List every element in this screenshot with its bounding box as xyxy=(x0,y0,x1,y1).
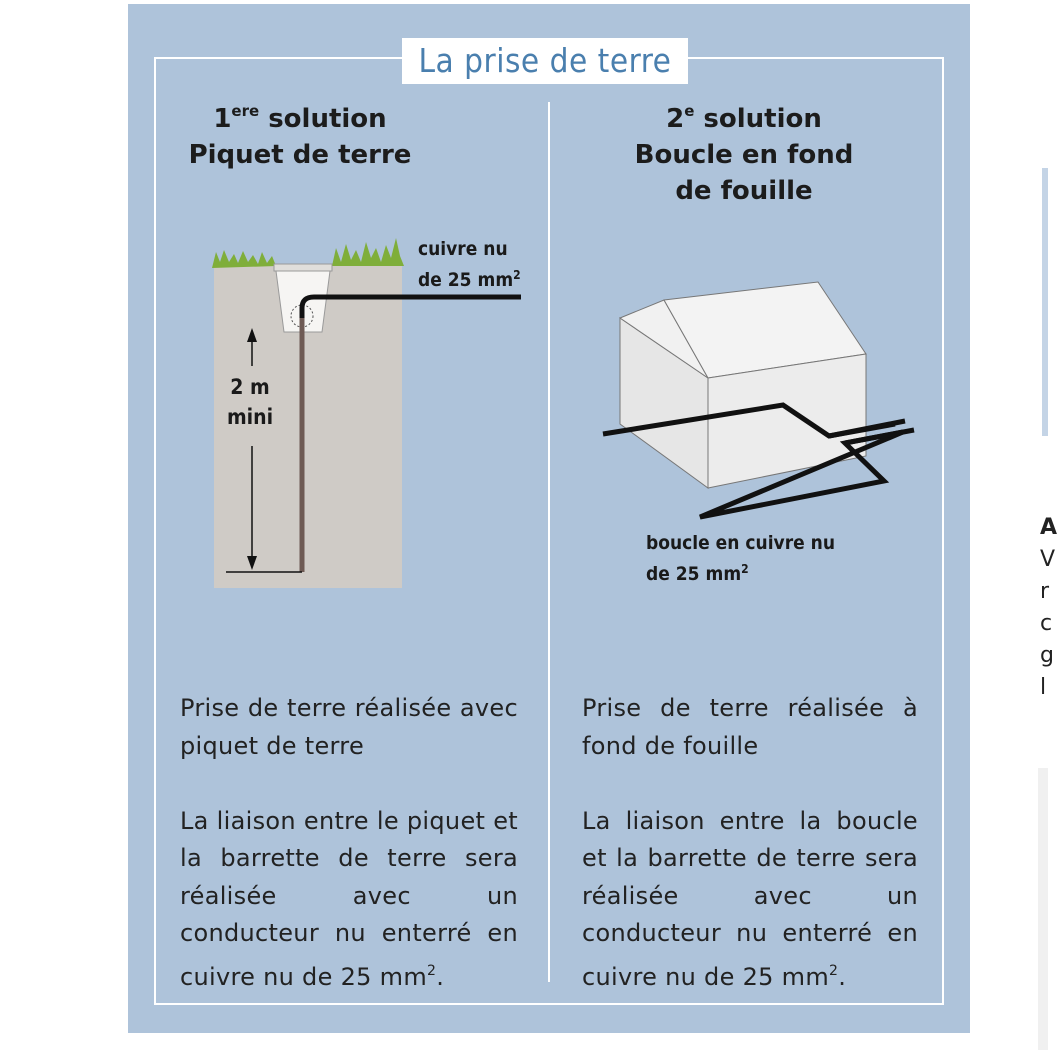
solution2-paragraph1: Prise de terre réalisée à fond de fouille xyxy=(582,694,918,760)
fragment-line: l xyxy=(1040,675,1047,700)
adjacent-panel-edge xyxy=(1042,168,1048,436)
cable-label-line1: cuivre nu xyxy=(418,238,508,260)
loop-label-line1: boucle en cuivre nu xyxy=(646,532,836,554)
fragment-line: r xyxy=(1040,579,1050,604)
solution2-paragraph2: La liaison entre la boucle et la barrette de terre sera réalisée avec un conducteur nu enterré en cuivre nu de 25 $mm^2$. xyxy=(582,806,918,991)
solution1-number: 1ere solution xyxy=(213,102,387,134)
page-title: La prise de terre xyxy=(402,38,688,84)
solution2-subtitle-line1: Boucle en fond xyxy=(634,140,854,170)
solution1-paragraph1: Prise de terre réalisée avec piquet de terre xyxy=(180,694,518,760)
solution1-paragraph2: La liaison entre le piquet et la barrette de terre sera réalisée avec un conducteur nu enterré en cuivre nu de 25 $mm^2$. xyxy=(180,806,518,991)
adjacent-text-fragment xyxy=(1040,512,1057,704)
fragment-line: A xyxy=(1040,515,1057,540)
solution2-subtitle-line2: de fouille xyxy=(675,176,813,206)
house-front-wall xyxy=(708,354,866,488)
adjacent-card-edge xyxy=(1038,768,1048,1050)
fragment-line: V xyxy=(1040,547,1056,572)
depth-label-line2: mini xyxy=(226,405,274,429)
loop-label-line2: de 25 $mm^2$ xyxy=(646,562,749,585)
fragment-line: c xyxy=(1040,611,1053,636)
loop-label xyxy=(646,530,835,587)
solution2-number: 2e solution xyxy=(666,102,822,134)
depth-label-line1: 2 m xyxy=(230,375,270,399)
solution1-subtitle: Piquet de terre xyxy=(188,140,412,170)
cable-label-line2: de 25 $mm^2$ xyxy=(418,268,521,291)
solution2-description xyxy=(582,690,918,996)
fragment-line: g xyxy=(1040,643,1054,668)
solution1-description xyxy=(180,690,518,996)
